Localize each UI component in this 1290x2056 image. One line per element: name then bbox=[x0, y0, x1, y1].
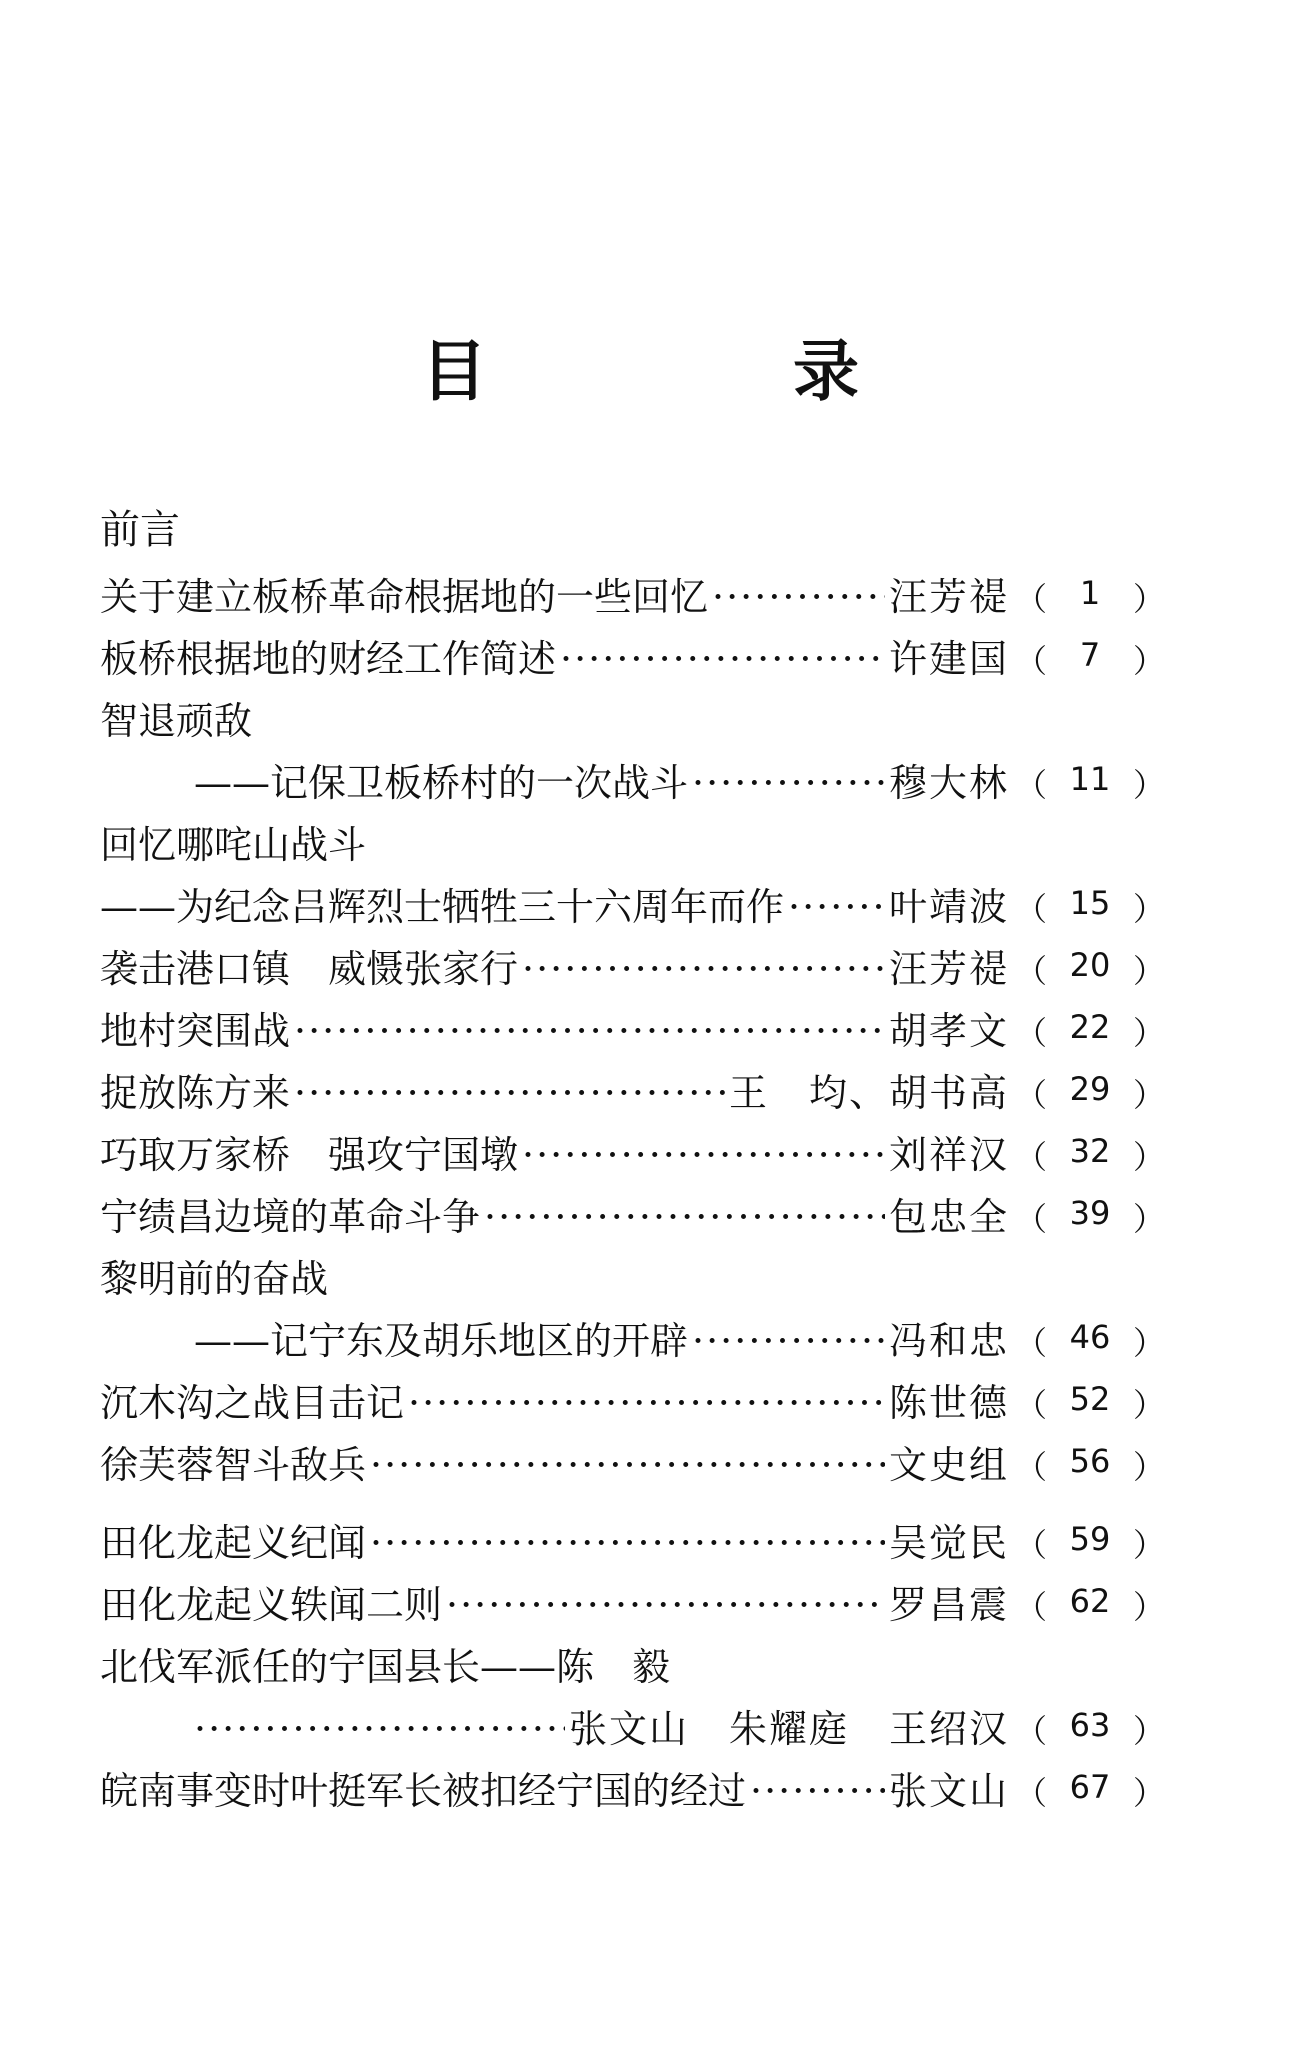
page-ref: （ 7 ） bbox=[1015, 636, 1165, 680]
page-ref: （ 15 ） bbox=[1015, 884, 1165, 928]
dot-leader bbox=[692, 1319, 885, 1363]
page-ref: （ 29 ） bbox=[1015, 1070, 1165, 1114]
entry-author: 张文山 朱耀庭 王绍汉 bbox=[568, 1707, 1009, 1751]
page-ref: （ 52 ） bbox=[1015, 1380, 1165, 1424]
dot-leader bbox=[788, 885, 885, 929]
entry-title: 北伐军派任的宁国县长——陈 毅 bbox=[100, 1645, 671, 1689]
entry-subtitle: ——为纪念吕辉烈士牺牲三十六周年而作 bbox=[100, 885, 785, 929]
entry-title: 田化龙起义纪闻 bbox=[100, 1521, 367, 1565]
entry-author: 吴觉民 bbox=[888, 1521, 1009, 1565]
page-ref: （ 59 ） bbox=[1015, 1520, 1165, 1564]
page-number: 7 bbox=[1079, 636, 1101, 674]
page-number: 1 bbox=[1079, 574, 1101, 612]
entry-subtitle: ——记保卫板桥村的一次战斗 bbox=[194, 761, 689, 805]
toc-row bbox=[100, 1760, 1165, 1822]
dot-leader bbox=[294, 1071, 725, 1115]
toc-row bbox=[100, 1434, 1165, 1496]
page-ref: （ 11 ） bbox=[1015, 760, 1165, 804]
entry-author: 王 均、胡书高 bbox=[728, 1071, 1009, 1115]
preface-entry: 前言 bbox=[100, 507, 180, 553]
entry-author: 罗昌震 bbox=[888, 1583, 1009, 1627]
page-number: 20 bbox=[1069, 946, 1111, 984]
toc-row bbox=[100, 628, 1165, 690]
toc-row bbox=[100, 1574, 1165, 1636]
page-ref: （ 67 ） bbox=[1015, 1768, 1165, 1812]
dot-leader bbox=[484, 1195, 885, 1239]
toc-row bbox=[100, 876, 1165, 938]
toc-row bbox=[100, 1062, 1165, 1124]
toc-row bbox=[100, 938, 1165, 1000]
page-number: 59 bbox=[1069, 1520, 1111, 1558]
dot-leader bbox=[560, 637, 885, 681]
page-number: 52 bbox=[1069, 1380, 1111, 1418]
dot-leader bbox=[408, 1381, 885, 1425]
entry-title: 宁绩昌边境的革命斗争 bbox=[100, 1195, 481, 1239]
toc-row bbox=[100, 1636, 1165, 1698]
toc-row bbox=[100, 1124, 1165, 1186]
dot-leader bbox=[370, 1443, 885, 1487]
page-number: 62 bbox=[1069, 1582, 1111, 1620]
entry-title: 回忆哪咤山战斗 bbox=[100, 823, 367, 867]
entry-title: 捉放陈方来 bbox=[100, 1071, 291, 1115]
toc-row bbox=[100, 814, 1165, 876]
page-number: 63 bbox=[1069, 1706, 1111, 1744]
entry-author: 陈世德 bbox=[888, 1381, 1009, 1425]
entry-author: 冯和忠 bbox=[888, 1319, 1009, 1363]
entry-subtitle: ——记宁东及胡乐地区的开辟 bbox=[194, 1319, 689, 1363]
toc-row bbox=[100, 1186, 1165, 1248]
entry-title: 袭击港口镇 威慑张家行 bbox=[100, 947, 519, 991]
page-number: 11 bbox=[1069, 760, 1111, 798]
toc-row bbox=[100, 752, 1165, 814]
dot-leader bbox=[194, 1707, 565, 1751]
page-title: 目 录 bbox=[421, 332, 979, 410]
entry-author: 刘祥汉 bbox=[888, 1133, 1009, 1177]
dot-leader bbox=[712, 575, 885, 619]
toc-row bbox=[100, 690, 1165, 752]
page-number: 67 bbox=[1069, 1768, 1111, 1806]
entry-title: 地村突围战 bbox=[100, 1009, 291, 1053]
dot-leader bbox=[522, 1133, 885, 1177]
dot-leader bbox=[294, 1009, 885, 1053]
toc-row bbox=[100, 1000, 1165, 1062]
toc-row bbox=[100, 1372, 1165, 1434]
entry-title: 板桥根据地的财经工作简述 bbox=[100, 637, 557, 681]
page-ref: （ 22 ） bbox=[1015, 1008, 1165, 1052]
entry-title: 智退顽敌 bbox=[100, 699, 253, 743]
page-ref: （ 63 ） bbox=[1015, 1706, 1165, 1750]
toc-row bbox=[100, 1310, 1165, 1372]
toc-row bbox=[100, 1512, 1165, 1574]
page-ref: （ 62 ） bbox=[1015, 1582, 1165, 1626]
dot-leader bbox=[446, 1583, 885, 1627]
entry-author: 汪芳禔 bbox=[888, 575, 1009, 619]
entry-author: 胡孝文 bbox=[888, 1009, 1009, 1053]
page-ref: （ 20 ） bbox=[1015, 946, 1165, 990]
entry-author: 许建国 bbox=[888, 637, 1009, 681]
page-ref: （ 1 ） bbox=[1015, 574, 1165, 618]
page-number: 39 bbox=[1069, 1194, 1111, 1232]
page-ref: （ 39 ） bbox=[1015, 1194, 1165, 1238]
entry-title: 田化龙起义轶闻二则 bbox=[100, 1583, 443, 1627]
page-ref: （ 46 ） bbox=[1015, 1318, 1165, 1362]
entry-title: 巧取万家桥 强攻宁国墩 bbox=[100, 1133, 519, 1177]
page-ref: （ 32 ） bbox=[1015, 1132, 1165, 1176]
entry-author: 穆大林 bbox=[888, 761, 1009, 805]
entry-author: 叶靖波 bbox=[888, 885, 1009, 929]
entry-author: 包忠全 bbox=[888, 1195, 1009, 1239]
page-number: 56 bbox=[1069, 1442, 1111, 1480]
toc-row bbox=[100, 566, 1165, 628]
page-number: 15 bbox=[1069, 884, 1111, 922]
dot-leader bbox=[692, 761, 885, 805]
entry-title: 徐芙蓉智斗敌兵 bbox=[100, 1443, 367, 1487]
page-number: 29 bbox=[1069, 1070, 1111, 1108]
entry-title: 沉木沟之战目击记 bbox=[100, 1381, 405, 1425]
entry-author: 文史组 bbox=[888, 1443, 1009, 1487]
dot-leader bbox=[522, 947, 885, 991]
page-number: 32 bbox=[1069, 1132, 1111, 1170]
page-number: 46 bbox=[1069, 1318, 1111, 1356]
page-number: 22 bbox=[1069, 1008, 1111, 1046]
toc-row bbox=[100, 1698, 1165, 1760]
entry-title: 关于建立板桥革命根据地的一些回忆 bbox=[100, 575, 709, 619]
entry-title: 黎明前的奋战 bbox=[100, 1257, 329, 1301]
page-ref: （ 56 ） bbox=[1015, 1442, 1165, 1486]
table-of-contents bbox=[100, 566, 1165, 1822]
entry-author: 汪芳禔 bbox=[888, 947, 1009, 991]
toc-row bbox=[100, 1248, 1165, 1310]
entry-author: 张文山 bbox=[888, 1769, 1009, 1813]
dot-leader bbox=[370, 1521, 885, 1565]
dot-leader bbox=[750, 1769, 885, 1813]
entry-title: 皖南事变时叶挺军长被扣经宁国的经过 bbox=[100, 1769, 747, 1813]
